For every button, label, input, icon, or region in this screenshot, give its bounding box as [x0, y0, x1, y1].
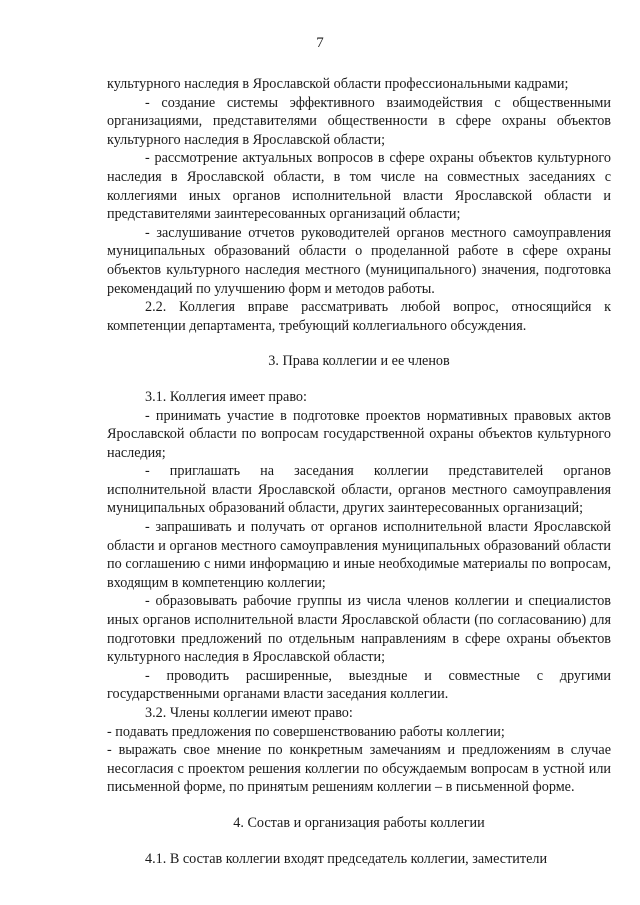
clause-2-2: 2.2. Коллегия вправе рассматривать любой вопрос, относящийся к компетенции департамента, требующий коллегиального обсуждения. — [107, 299, 611, 334]
document-body — [107, 75, 611, 868]
section-heading-3: 3. Права коллегии и ее членов — [268, 353, 450, 370]
list-item-review-issues: - рассмотрение актуальных вопросов в сфере охраны объектов культурного наследия в Ярославской области, в том числе на совместных заседаниях с коллегиями иных органов исполнительной власти Ярославской области и представителями заинтересованных организаций области; — [107, 150, 611, 223]
list-item-interaction-system: - создание системы эффективного взаимодействия с общественными организациями, представителями общественности в сфере охраны объектов культурного наследия в Ярославской области; — [107, 94, 611, 148]
list-item-meetings: - проводить расширенные, выездные и совместные с другими государственными органами власти заседания коллегии. — [107, 667, 611, 703]
list-item-hear-reports: - заслушивание отчетов руководителей органов местного самоуправления муниципальных образований области о проделанной работе в сфере охраны объектов культурного наследия местного (муниципального) значения, подготовка рекомендаций по улучшению форм и методов работы. — [107, 224, 611, 297]
clause-3-1: 3.1. Коллегия имеет право: — [145, 388, 307, 405]
section-heading-4: 4. Состав и организация работы коллегии — [233, 814, 485, 831]
list-item-opinion: - выражать свое мнение по конкретным замечаниям и предложениям в случае несогласия с проектом решения коллегии по обсуждаемым вопросам в устной или письменной форме, по принятым решениям коллегии – в письменной форме. — [107, 742, 611, 796]
paragraph-continuation: культурного наследия в Ярославской области профессиональными кадрами; — [107, 76, 569, 92]
list-item-working-groups: - образовывать рабочие группы из числа членов коллегии и специалистов иных органов исполнительной власти Ярославской области (по согласованию) для подготовки предложений по отдельным направлениям в сфере охраны объектов культурного наследия в Ярославской области; — [107, 593, 611, 666]
clause-4-1: 4.1. В состав коллегии входят председатель коллегии, заместители — [145, 850, 548, 867]
list-item-request-info: - запрашивать и получать от органов исполнительной власти Ярославской области и органов местного самоуправления муниципальных образований области по соглашению с ними информацию и иные необходимые материалы по вопросам, входящим в компетенцию коллегии; — [107, 519, 611, 591]
clause-3-2: 3.2. Члены коллегии имеют право: — [145, 705, 353, 721]
list-item-proposals: - подавать предложения по совершенствованию работы коллегии; — [107, 723, 505, 740]
list-item-invite: - приглашать на заседания коллегии представителей органов исполнительной власти Ярославской области, органов местного самоуправления муниципальных образований области, других заинтересованных организаций; — [107, 463, 611, 517]
page-number: 7 — [316, 35, 324, 51]
list-item-legislation: - принимать участие в подготовке проектов нормативных правовых актов Ярославской области по вопросам государственной охраны объектов культурного наследия; — [107, 407, 611, 461]
